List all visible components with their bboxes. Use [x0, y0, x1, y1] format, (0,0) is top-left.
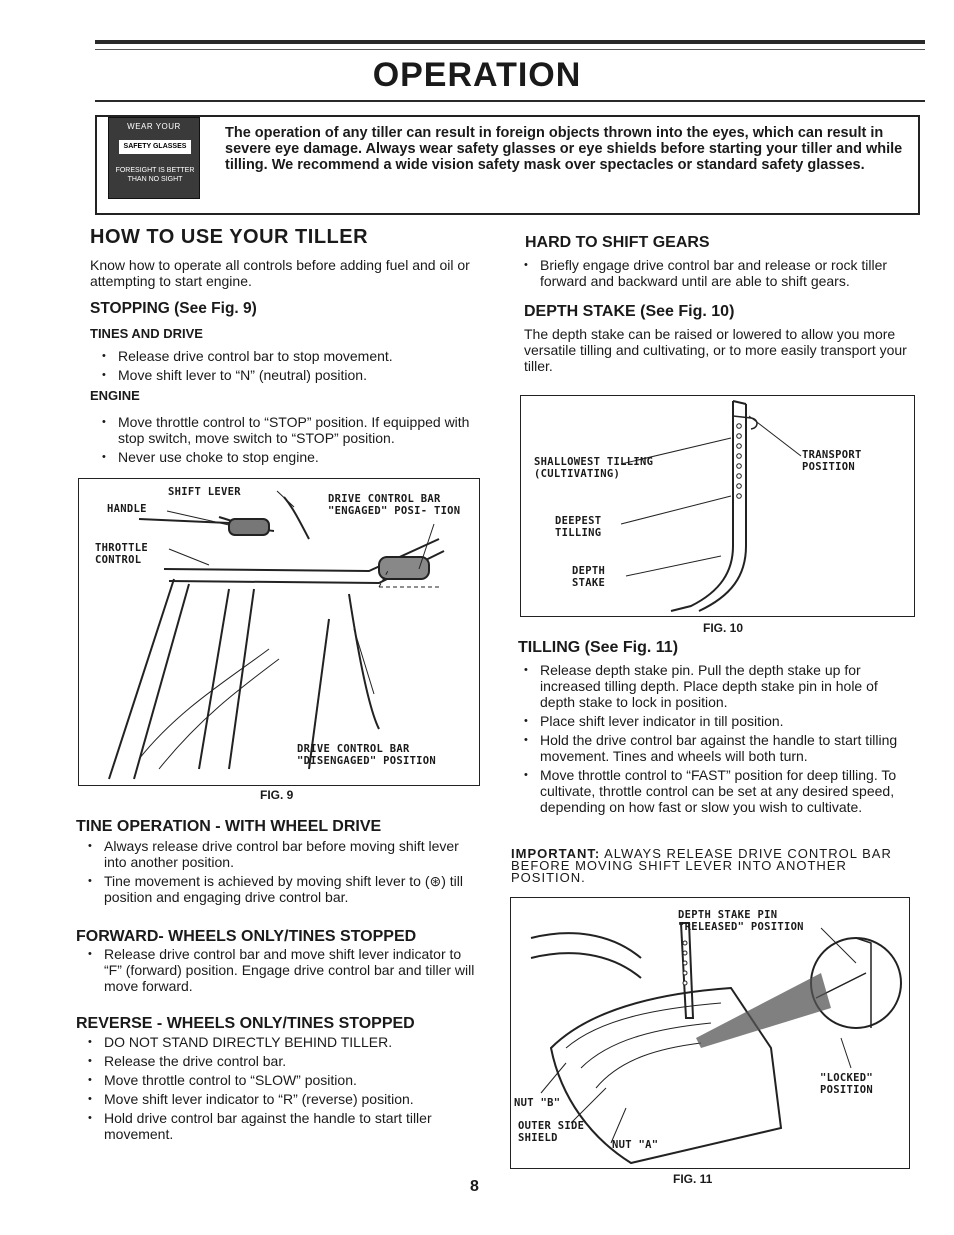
reverse-heading: REVERSE - WHEELS ONLY/TINES STOPPED	[76, 1015, 415, 1032]
reverse-list	[76, 1034, 476, 1145]
stopping-heading: STOPPING (See Fig. 9)	[90, 300, 257, 317]
forward-heading: FORWARD- WHEELS ONLY/TINES STOPPED	[76, 928, 417, 945]
logo-line-2: SAFETY GLASSES	[119, 140, 191, 154]
logo-line-3: FORESIGHT IS BETTER THAN NO SIGHT	[115, 167, 195, 183]
safety-warning-text: The operation of any tiller can result in foreign objects thrown into the eyes, which can result in severe eye damage. Always wear safety glasses or eye shields before starting your tiller and while tilling. We recommend a wide vision safety mask over spectacles or standard safety glasses.	[225, 125, 903, 173]
title-rule	[95, 100, 925, 102]
depth-stake-heading: DEPTH STAKE (See Fig. 10)	[524, 303, 735, 320]
tines-drive-heading: TINES AND DRIVE	[90, 326, 203, 341]
list-item: • Tine movement is achieved by moving shift lever to (⊛) till position and engaging drive control bar.	[76, 873, 476, 905]
fig11-label-outer-side-shield: OUTER SIDE SHIELD	[518, 1120, 585, 1144]
list-item: • Release depth stake pin. Pull the depth stake up for increased tilling depth. Place depth stake pin in hole of depth stake to lock in position.	[512, 662, 907, 710]
list-item: • Release drive control bar to stop movement.	[90, 348, 490, 364]
list-item: • Move shift lever to “N” (neutral) position.	[90, 367, 490, 383]
figure-9	[78, 478, 480, 786]
fig11-label-nut-b: NUT "B"	[514, 1097, 561, 1109]
important-note	[511, 848, 906, 884]
list-item: • Move throttle control to “STOP” position. If equipped with stop switch, move switch to “STOP” position.	[90, 414, 490, 446]
fig10-label-depth-stake: DEPTH STAKE	[572, 565, 606, 589]
header-rule-thin	[95, 49, 925, 50]
list-item: • Always release drive control bar before moving shift lever into another position.	[76, 838, 476, 870]
engine-list	[90, 414, 490, 468]
list-item: • Release the drive control bar.	[76, 1053, 476, 1069]
list-item: • Hold drive control bar against the handle to start tiller movement.	[76, 1110, 476, 1142]
tines-drive-list	[90, 348, 490, 386]
fig9-label-shift-lever: SHIFT LEVER	[168, 486, 241, 498]
engine-heading: ENGINE	[90, 388, 140, 403]
how-to-use-text: Know how to operate all controls before adding fuel and oil or attempting to start engine.	[90, 257, 470, 289]
depth-stake-text: The depth stake can be raised or lowered to allow you more versatile tilling and cultivating, or to more easily transport your tiller.	[524, 326, 907, 374]
page-number: 8	[470, 1178, 479, 1195]
tilling-heading: TILLING (See Fig. 11)	[518, 639, 679, 656]
list-item: • Move throttle control to “FAST” position for deep tilling. To cultivate, throttle control can be set at any desired speed, depending on how fast or slow you wish to cultivate.	[512, 767, 907, 815]
tilling-list	[512, 662, 907, 818]
fig10-label-deepest: DEEPEST TILLING	[555, 515, 602, 539]
fig9-label-drive-engaged: DRIVE CONTROL BAR "ENGAGED" POSI- TION	[328, 493, 461, 517]
fig11-label-nut-a: NUT "A"	[612, 1139, 659, 1151]
tine-operation-heading: TINE OPERATION - WITH WHEEL DRIVE	[76, 818, 382, 835]
fig10-label-transport: TRANSPORT POSITION	[802, 449, 862, 473]
fig11-caption: FIG. 11	[673, 1172, 713, 1186]
fig11-label-locked: "LOCKED" POSITION	[820, 1072, 873, 1096]
list-item: • Place shift lever indicator in till position.	[512, 713, 907, 729]
list-item: • DO NOT STAND DIRECTLY BEHIND TILLER.	[76, 1034, 476, 1050]
fig9-label-drive-disengaged: DRIVE CONTROL BAR "DISENGAGED" POSITION	[297, 743, 437, 767]
page-title: OPERATION	[372, 56, 582, 94]
fig9-caption: FIG. 9	[260, 788, 294, 802]
fig10-caption: FIG. 10	[703, 621, 744, 635]
list-item: • Hold the drive control bar against the handle to start tilling movement. Tines and wheels will both turn.	[512, 732, 907, 764]
important-text: ALWAYS RELEASE DRIVE CONTROL BAR BEFORE MOVING SHIFT LEVER INTO ANOTHER POSITION.	[511, 846, 892, 885]
header-rule	[95, 40, 925, 44]
tine-operation-list	[76, 838, 476, 908]
list-item: • Move throttle control to “SLOW” position.	[76, 1072, 476, 1088]
fig9-label-handle: HANDLE	[107, 503, 147, 515]
fig10-label-shallowest: SHALLOWEST TILLING (CULTIVATING)	[534, 456, 654, 480]
how-to-use-heading: HOW TO USE YOUR TILLER	[90, 226, 369, 248]
list-item: • Never use choke to stop engine.	[90, 449, 490, 465]
hard-to-shift-heading: HARD TO SHIFT GEARS	[525, 234, 710, 251]
important-label: IMPORTANT:	[511, 846, 601, 861]
fig9-label-throttle: THROTTLE CONTROL	[95, 542, 148, 566]
forward-list	[76, 946, 476, 997]
list-item: • Move shift lever indicator to “R” (reverse) position.	[76, 1091, 476, 1107]
list-item: • Release drive control bar and move shift lever indicator to “F” (forward) position. Engage drive control bar and tiller will move forward.	[76, 946, 476, 994]
hard-to-shift-list	[512, 257, 920, 292]
safety-glasses-logo	[108, 117, 200, 199]
list-item: • Briefly engage drive control bar and release or rock tiller forward and backward until are able to shift gears.	[512, 257, 920, 289]
fig11-label-pin-released: DEPTH STAKE PIN "RELEASED" POSITION	[678, 909, 804, 933]
logo-line-1: WEAR YOUR	[127, 122, 181, 131]
tiller-handle-illustration	[79, 479, 481, 787]
